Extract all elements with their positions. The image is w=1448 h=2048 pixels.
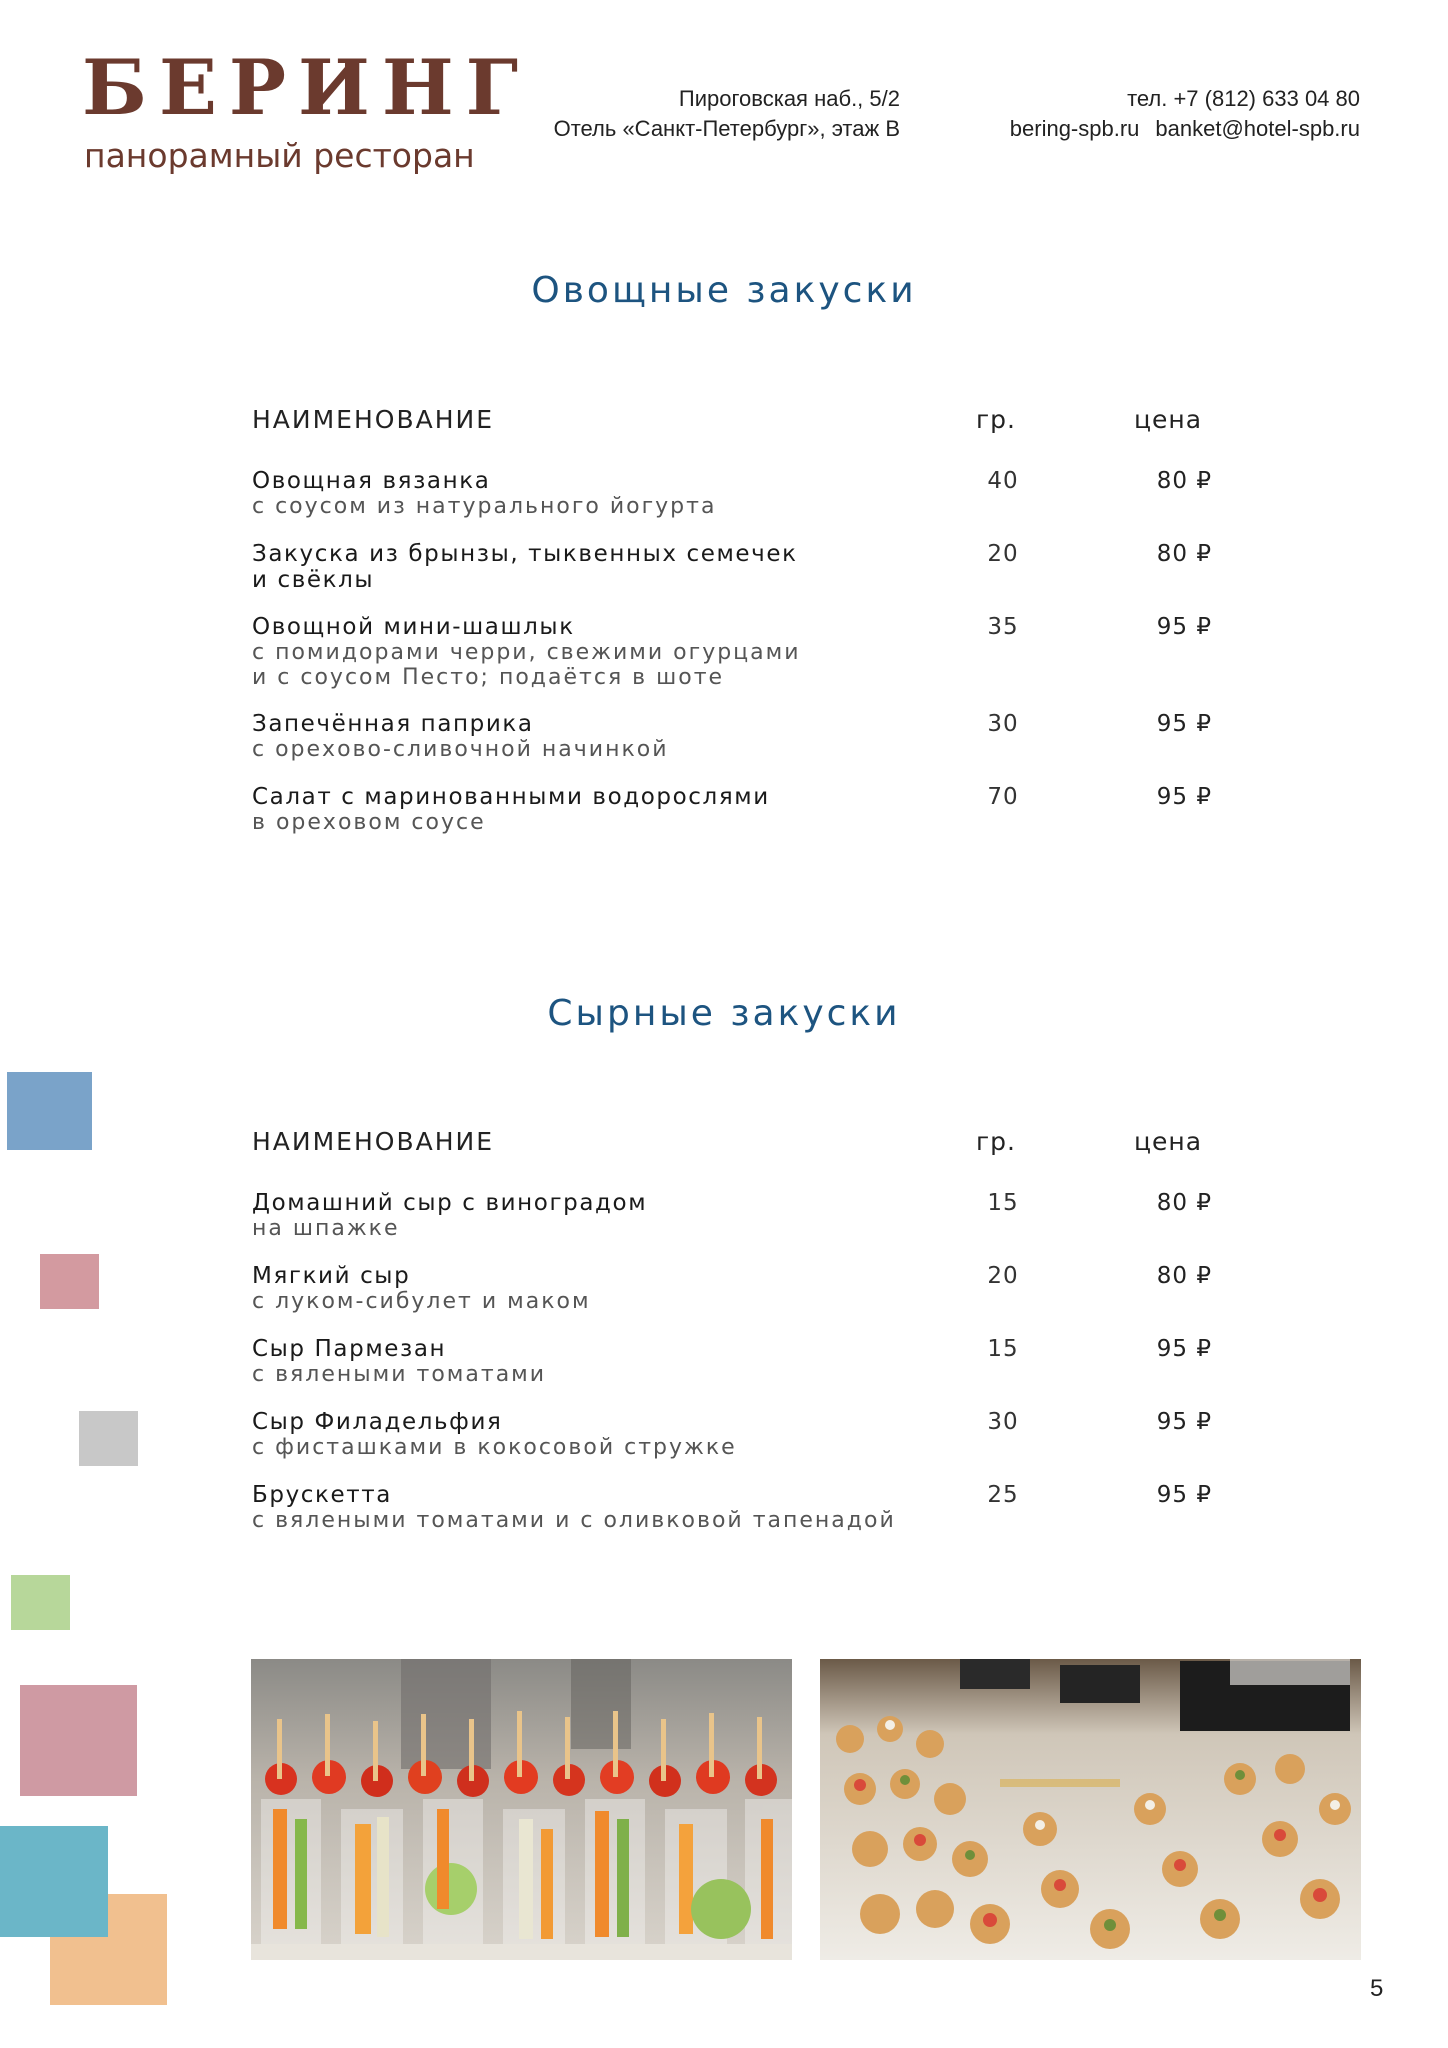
menu-item <box>252 1190 1252 1241</box>
item-weight: 15 <box>987 1190 1019 1216</box>
item-price: 80 ₽ <box>1156 1263 1212 1289</box>
item-price: 95 ₽ <box>1156 711 1212 737</box>
item-name: Запечённая паприка <box>252 711 534 737</box>
menu-item <box>252 1263 1252 1314</box>
menu-item <box>252 614 1252 690</box>
item-description: с орехово-сливочной начинкой <box>252 737 669 762</box>
email-link[interactable]: banket@hotel-spb.ru <box>1155 116 1360 141</box>
column-header-name: НАИМЕНОВАНИЕ <box>252 405 494 434</box>
item-weight: 35 <box>987 614 1019 640</box>
column-header-name: НАИМЕНОВАНИЕ <box>252 1127 494 1156</box>
item-description: на шпажке <box>252 1216 400 1241</box>
section-title-vegetable: Овощные закуски <box>531 270 917 311</box>
logo-subtitle: панорамный ресторан <box>84 136 475 175</box>
item-price: 80 ₽ <box>1156 468 1212 494</box>
menu-item <box>252 711 1252 762</box>
item-price: 80 ₽ <box>1156 1190 1212 1216</box>
decor-square-pink <box>40 1254 99 1309</box>
decor-square-rose <box>20 1685 137 1796</box>
decor-square-teal <box>0 1826 108 1937</box>
item-name: Брускетта <box>252 1482 392 1508</box>
item-description: с вялеными томатами <box>252 1362 547 1387</box>
header-address <box>500 84 900 144</box>
item-description: с соусом из натурального йогурта <box>252 494 717 519</box>
item-description: с фисташками в кокосовой стружке <box>252 1435 737 1460</box>
address-line-1: Пироговская наб., 5/2 <box>678 86 900 111</box>
item-price: 95 ₽ <box>1156 1409 1212 1435</box>
header-contacts <box>940 84 1360 144</box>
item-price: 95 ₽ <box>1156 1336 1212 1362</box>
item-name: Салат с маринованными водорослями <box>252 784 770 810</box>
column-header-weight: гр. <box>976 405 1016 434</box>
column-header-price: цена <box>1134 1127 1203 1156</box>
menu-item <box>252 784 1252 835</box>
menu-item <box>252 1482 1252 1533</box>
menu-item <box>252 541 1252 593</box>
item-description: в ореховом соусе <box>252 810 486 835</box>
menu-item <box>252 1409 1252 1460</box>
item-weight: 30 <box>987 1409 1019 1435</box>
section-title-cheese: Сырные закуски <box>547 993 901 1034</box>
phone-number: тел. +7 (812) 633 04 80 <box>1127 86 1360 111</box>
photo-vegetable-shots <box>251 1659 792 1960</box>
logo-title: БЕРИНГ <box>82 43 531 132</box>
item-weight: 20 <box>987 1263 1019 1289</box>
item-description: с луком-сибулет и маком <box>252 1289 591 1314</box>
item-weight: 20 <box>987 541 1019 567</box>
item-name: Сыр Пармезан <box>252 1336 447 1362</box>
decor-square-green <box>11 1575 70 1630</box>
item-description: с помидорами черри, свежими огурцами и с соусом Песто; подаётся в шоте <box>252 640 801 690</box>
item-weight: 15 <box>987 1336 1019 1362</box>
menu-item <box>252 468 1252 519</box>
address-line-2: Отель «Санкт-Петербург», этаж В <box>553 116 900 141</box>
item-weight: 40 <box>987 468 1019 494</box>
photo-canape-buffet <box>820 1659 1361 1960</box>
item-weight: 30 <box>987 711 1019 737</box>
item-name: Мягкий сыр <box>252 1263 411 1289</box>
column-header-weight: гр. <box>976 1127 1016 1156</box>
item-weight: 70 <box>987 784 1019 810</box>
canape-buffet-image <box>820 1659 1361 1960</box>
item-name: Закуска из брынзы, тыквенных семечек и свёклы <box>252 541 798 593</box>
item-name: Сыр Филадельфия <box>252 1409 503 1435</box>
item-description: с вялеными томатами и с оливковой тапенадой <box>252 1508 896 1533</box>
decor-square-gray <box>79 1411 138 1466</box>
decor-square-blue <box>7 1072 92 1150</box>
item-price: 95 ₽ <box>1156 784 1212 810</box>
page-number: 5 <box>1370 1975 1384 2002</box>
item-name: Овощной мини-шашлык <box>252 614 575 640</box>
item-price: 80 ₽ <box>1156 541 1212 567</box>
vegetable-shots-image <box>251 1659 792 1960</box>
item-price: 95 ₽ <box>1156 1482 1212 1508</box>
item-name: Овощная вязанка <box>252 468 491 494</box>
menu-item <box>252 1336 1252 1387</box>
website-link[interactable]: bering-spb.ru <box>1009 116 1140 141</box>
item-price: 95 ₽ <box>1156 614 1212 640</box>
item-weight: 25 <box>987 1482 1019 1508</box>
column-header-price: цена <box>1134 405 1203 434</box>
item-name: Домашний сыр с виноградом <box>252 1190 648 1216</box>
